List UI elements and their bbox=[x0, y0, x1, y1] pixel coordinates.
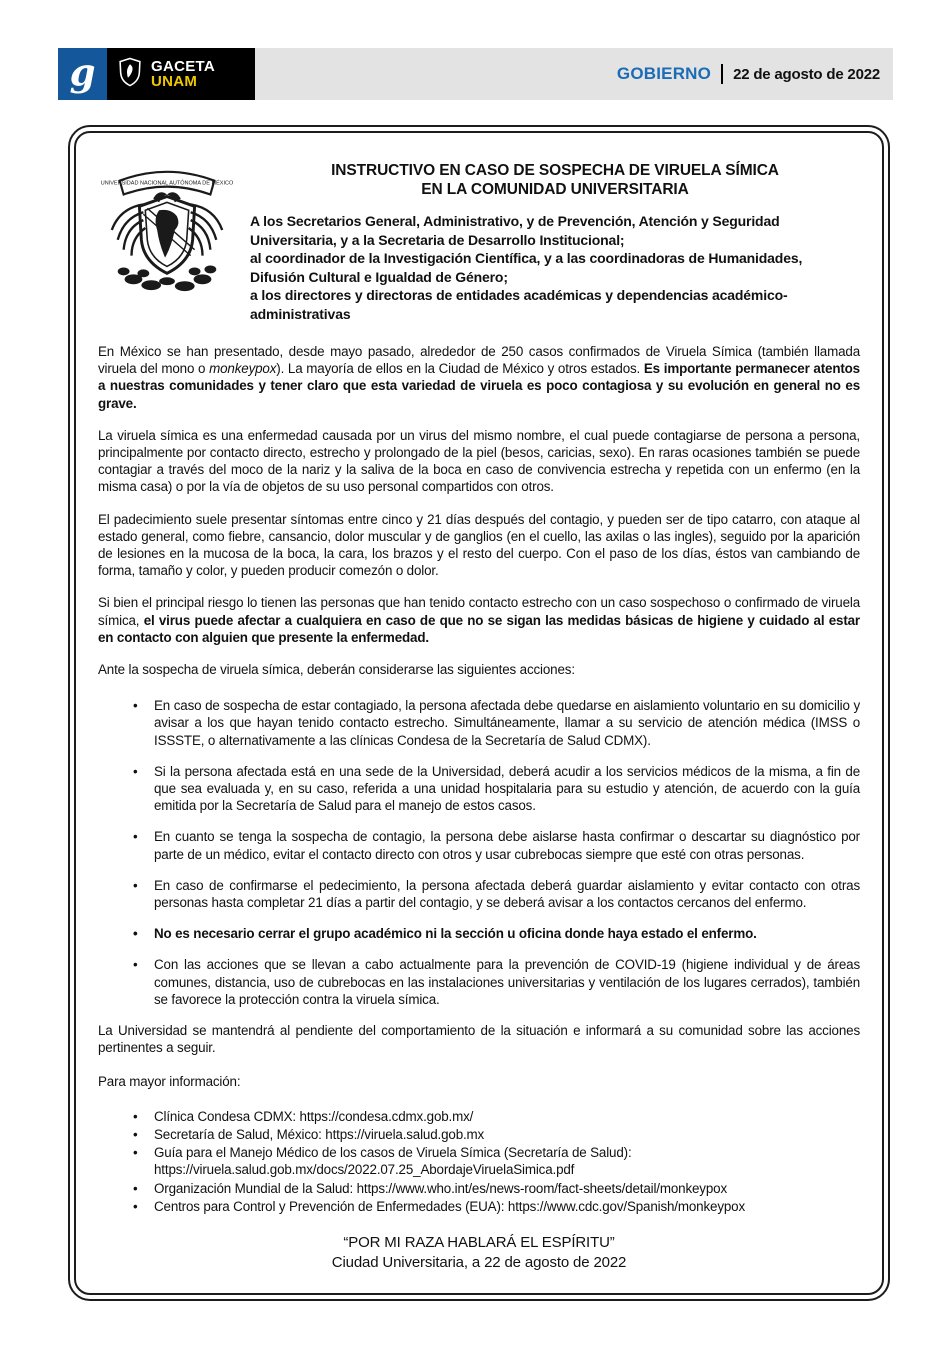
masthead bbox=[58, 48, 893, 100]
motto: “POR MI RAZA HABLARÁ EL ESPÍRITU” bbox=[343, 1233, 615, 1251]
gaceta-unam-brand bbox=[107, 48, 255, 100]
text-segment: Si bien el principal riesgo lo tienen las personas que han tenido contacto estrecho con un caso sospechoso o confirmado de viruela símica, bbox=[98, 595, 860, 628]
text-segment: monkeypox bbox=[209, 361, 277, 377]
info-link-item bbox=[98, 1108, 860, 1125]
title-line-1: INSTRUCTIVO EN CASO DE SOSPECHA DE VIRUELA SÍMICA bbox=[331, 162, 779, 179]
list-item-text: Organización Mundial de la Salud: https://www.who.int/es/news-room/fact-sheets/detail/monkeypox bbox=[154, 1180, 727, 1196]
bullet-icon: • bbox=[133, 1108, 138, 1124]
paragraph bbox=[98, 427, 860, 496]
document-header bbox=[98, 159, 860, 323]
section-label: GOBIERNO bbox=[616, 64, 712, 83]
action-item bbox=[98, 956, 860, 1008]
action-item bbox=[98, 697, 860, 749]
action-item bbox=[98, 763, 860, 815]
info-link-item bbox=[98, 1144, 860, 1178]
text-segment: La viruela símica es una enfermedad causada por un virus del mismo nombre, el cual puede contagiarse de persona a persona, principalmente por contacto directo, estrecho y prolongado de la piel (besos, caricias, sexo). En raras ocasiones también se puede contagiar a través del moco de la nariz y la saliva de la boca en caso de convivencia estrecha y repetida con un enfermo (en la misma casa) o por la vía de objetos de su uso personal compartidos con otros. bbox=[98, 427, 860, 495]
bullet-icon: • bbox=[133, 1198, 138, 1214]
list-item-text: Con las acciones que se llevan a cabo actualmente para la prevención de COVID-19 (higiene individual y de áreas comunes, distancia, uso de cubrebocas en las instalaciones universitarias y ventilación de los lugares cerrados), también se favorece la protección contra la viruela símica. bbox=[154, 957, 860, 1007]
brand-unam: UNAM bbox=[151, 73, 198, 90]
info-links-list bbox=[98, 1108, 860, 1215]
bullet-icon: • bbox=[133, 1180, 138, 1196]
brand-gaceta: GACETA bbox=[151, 57, 216, 75]
unam-crest-icon bbox=[98, 159, 236, 323]
gaceta-unam-wordmark bbox=[151, 59, 215, 90]
document-footer bbox=[98, 1233, 860, 1273]
separator-bar bbox=[721, 64, 723, 84]
bullet-icon: • bbox=[133, 926, 138, 942]
gaceta-g-logo-icon bbox=[58, 48, 107, 100]
paragraph bbox=[98, 343, 860, 412]
more-info-label: Para mayor información: bbox=[98, 1073, 241, 1089]
actions-intro: Ante la sospecha de viruela símica, deberán considerarse las siguientes acciones: bbox=[98, 662, 575, 678]
bullet-icon: • bbox=[133, 877, 138, 893]
list-item-text: Secretaría de Salud, México: https://viruela.salud.gob.mx bbox=[154, 1126, 485, 1142]
unam-crest-small-icon bbox=[117, 56, 143, 93]
crest-banner-text: UNIVERSIDAD NACIONAL AUTÓNOMA DE MÉXICO bbox=[100, 180, 234, 187]
addressee-line: A los Secretarios General, Administrativo, y de Prevención, Atención y Seguridad Universitaria, y a la Secretaria de Desarrollo Institucional; bbox=[250, 213, 780, 248]
bullet-icon: • bbox=[133, 698, 138, 714]
list-item-text: Guía para el Manejo Médico de los casos de Viruela Símica (Secretaría de Salud): https://viruela.salud.gob.mx/docs/2022.07.25_AbordajeViruelaSimica.pdf bbox=[154, 1145, 632, 1178]
addressee-block bbox=[250, 212, 860, 323]
info-link-item bbox=[98, 1198, 860, 1215]
document-title bbox=[250, 161, 860, 199]
addressee-line: al coordinador de la Investigación Científica, y a las coordinadoras de Humanidades, Difusión Cultural e Igualdad de Género; bbox=[250, 250, 803, 285]
text-segment: En México se han presentado, desde mayo pasado, alrededor de 250 casos confirmados de Viruela Símica (también llamada viruela del mono o bbox=[98, 344, 860, 377]
actions-list bbox=[98, 697, 860, 1008]
info-link-item bbox=[98, 1126, 860, 1143]
list-item-text: Si la persona afectada está en una sede de la Universidad, deberá acudir a los servicios médicos de la misma, a fin de que sea evaluada y, en su caso, referida a una unidad hospitalaria para su estudio y atención, de acuerdo con la guía emitida por la Secretaría de Salud para el manejo de estos casos. bbox=[154, 763, 860, 814]
title-block bbox=[250, 159, 860, 323]
title-line-2: EN LA COMUNIDAD UNIVERSITARIA bbox=[421, 181, 689, 198]
paragraph bbox=[98, 594, 860, 646]
bullet-icon: • bbox=[133, 1145, 138, 1161]
bullet-icon: • bbox=[133, 763, 138, 779]
list-item-text: Centros para Control y Prevención de Enfermedades (EUA): https://www.cdc.gov/Spanish/monkeypox bbox=[154, 1198, 746, 1214]
text-segment: El padecimiento suele presentar síntomas entre cinco y 21 días después del contagio, y pueden ser de tipo catarro, con ataque al estado general, como fiebre, cansancio, dolor muscular y de ganglios (en el cuello, las axilas o las ingles), seguido por la aparición de lesiones en la mucosa de la boca, la cara, los brazos y el resto del cuerpo. Con el paso de los días, éstos van cambiando de forma, tamaño y color, y pueden producir comezón o dolor. bbox=[98, 511, 860, 579]
list-item-text: En caso de confirmarse el pedecimiento, la persona afectada deberá guardar aislamiento y evitar contacto con otras personas hasta completar 21 días a partir del contagio, y se deberá avisar a los contactos cercanos del enfermo. bbox=[154, 877, 860, 911]
bullet-icon: • bbox=[133, 957, 138, 973]
issue-date: 22 de agosto de 2022 bbox=[733, 65, 880, 83]
masthead-strip bbox=[255, 48, 893, 100]
action-item bbox=[98, 925, 860, 942]
text-segment: ). La mayoría de ellos en la Ciudad de México y otros estados. bbox=[276, 361, 644, 377]
text-segment: Es importante permanecer atentos a nuestras comunidades y tener claro que esta variedad de viruela es poco contagiosa y su evolución en general no es grave. bbox=[98, 361, 860, 411]
bullet-icon: • bbox=[133, 1126, 138, 1142]
document-frame bbox=[68, 125, 890, 1301]
dateline: Ciudad Universitaria, a 22 de agosto de 2022 bbox=[331, 1253, 627, 1271]
list-item-text: Clínica Condesa CDMX: https://condesa.cdmx.gob.mx/ bbox=[154, 1108, 474, 1124]
list-item-text: En caso de sospecha de estar contagiado, la persona afectada debe quedarse en aislamiento voluntario en su domicilio y avisar a los que hayan tenido contacto estrecho. Simultáneamente, llamar a su servicio de atención médica (IMSS o ISSSTE, o alternativamente a las clínicas Condesa de la Secretaría de Salud CDMX). bbox=[154, 698, 860, 748]
closing-paragraph: La Universidad se mantendrá al pendiente del comportamiento de la situación e informará a su comunidad sobre las acciones pertinentes a seguir. bbox=[98, 1023, 860, 1056]
list-item-text: En cuanto se tenga la sospecha de contagio, la persona debe aislarse hasta confirmar o descartar su diagnóstico por parte de un médico, evitar el contacto directo con otros y usar cubrebocas siempre que esté con otras personas. bbox=[154, 829, 860, 862]
action-item bbox=[98, 877, 860, 911]
action-item bbox=[98, 828, 860, 862]
gaceta-g-glyph: g bbox=[69, 50, 96, 94]
list-item-text: No es necesario cerrar el grupo académico ni la sección u oficina donde haya estado el enfermo. bbox=[154, 926, 757, 942]
paragraph bbox=[98, 511, 860, 580]
text-segment: el virus puede afectar a cualquiera en caso de que no se sigan las medidas básicas de higiene y cuidado al estar en contacto con alguien que presente la enfermedad. bbox=[98, 612, 860, 645]
addressee-line: a los directores y directoras de entidades académicas y dependencias académico-administrativas bbox=[250, 287, 788, 322]
document-body bbox=[98, 343, 860, 1273]
bullet-icon: • bbox=[133, 829, 138, 845]
info-link-item bbox=[98, 1180, 860, 1197]
document-page bbox=[74, 131, 884, 1295]
